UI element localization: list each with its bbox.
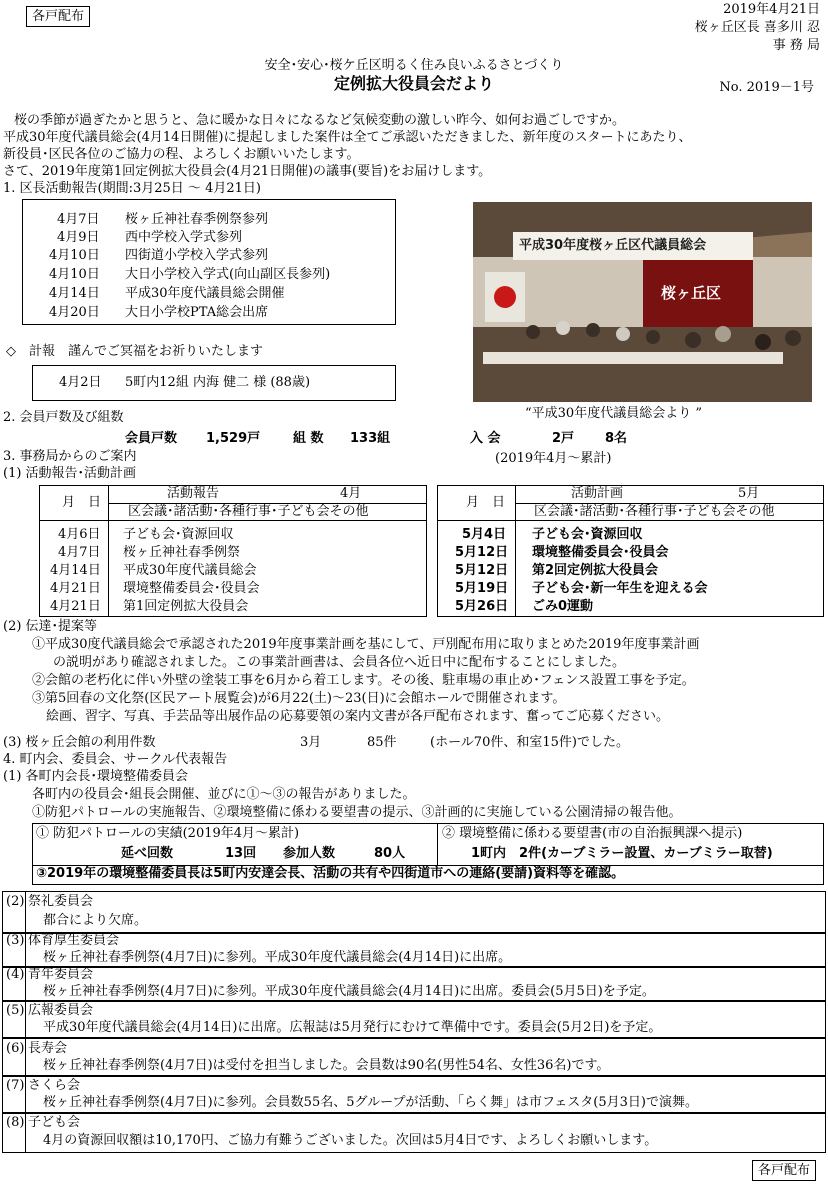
table-cell-date: 5月4日 (462, 527, 507, 542)
committee-box (2, 1000, 826, 1039)
committee-name: 青年委員会 (28, 967, 94, 982)
office: 事 務 局 (772, 38, 820, 53)
table-header-month: 5月 (738, 486, 760, 501)
table-cell-date: 4月6日 (58, 527, 101, 542)
obituary-date: 4月2日 (59, 375, 102, 390)
issue-number: No. 2019－1号 (719, 80, 814, 95)
table-header-title: 活動報告 (167, 486, 220, 501)
section-4-heading: 4. 町内会、委員会、サークル代表報告 (3, 752, 228, 767)
activity-date: 4月20日 (49, 305, 100, 320)
patrol-value-count: 13回 (225, 846, 257, 861)
table-cell-date: 5月19日 (455, 581, 509, 596)
table-cell-text: 平成30年度代議員総会 (123, 563, 257, 578)
hall-usage-month: 3月 (300, 735, 322, 750)
committee-box (2, 1112, 826, 1153)
patrol-label-count: 延べ回数 (121, 846, 174, 861)
section-4-1-heading: (1) 各町内会長･環境整備委員会 (3, 769, 189, 784)
table-header-sub: 区会議･諸活動･各種行事･子ども会その他 (128, 504, 369, 519)
intro-line-3: 新役員･区民各位のご協力の程、よろしくお願いいたします。 (3, 147, 360, 162)
note-3a: ③第5回春の文化祭(区民アート展覧会)が6月22(土)～23(日)に会館ホールで開催されます。 (32, 691, 566, 706)
table-header-date: 月 日 (62, 495, 102, 510)
section-2-heading: 2. 会員戸数及び組数 (3, 410, 124, 425)
photo-caption: “平成30年度代議員総会より ” (525, 406, 702, 421)
obituary-heading: ◇ 計報 謹んでご冥福をお祈りいたします (6, 344, 263, 359)
committee-name: 子ども会 (28, 1115, 81, 1130)
hall-usage-count: 85件 (367, 735, 397, 750)
table-header-title: 活動計画 (571, 486, 624, 501)
table-header-sub: 区会議･諸活動･各種行事･子ども会その他 (534, 504, 775, 519)
table-header-month: 4月 (340, 486, 362, 501)
note-1a: ①平成30度代議員総会で承認された2019年度事業計画を基にして、戸別配布用に取りまとめた2019年度事業計画 (32, 637, 700, 652)
activity-plan-table (437, 485, 824, 617)
section-1-heading: 1. 区長活動報告(期間:3月25日 ～ 4月21日) (3, 181, 261, 196)
members-value: 1,529戸 (206, 431, 261, 446)
committee-text: 平成30年度代議員総会(4月14日)に出席。広報誌は5月発行にむけて準備中です。委員会(5月2日)を予定。 (43, 1020, 662, 1035)
table-cell-text: 第1回定例拡大役員会 (123, 599, 249, 614)
committee-text: 桜ヶ丘神社春季例祭(4月7日)は受付を担当しました。会員数は90名(男性54名、女性36名)です。 (43, 1058, 610, 1073)
table-cell-date: 4月14日 (50, 563, 101, 578)
page-title: 定例拡大役員会だより (333, 74, 494, 93)
committee-name: 体育厚生委員会 (28, 933, 120, 948)
table-cell-date: 4月21日 (50, 581, 101, 596)
author: 桜ヶ丘区長 喜多川 忍 (694, 20, 820, 35)
committee-name: 長寿会 (28, 1041, 68, 1056)
distribution-tag-top: 各戸配布 (26, 6, 90, 27)
table-cell-date: 5月12日 (455, 563, 509, 578)
committee-text: 桜ヶ丘神社春季例祭(4月7日)に参列。平成30年度代議員総会(4月14日)に出席。委員会(5月5日)を予定。 (43, 984, 655, 999)
members-period: (2019年4月～累計) (495, 451, 612, 466)
photo-banner-text: 平成30年度桜ヶ丘区代議員総会 (519, 238, 707, 253)
committee-box (2, 891, 826, 934)
committee-number: (3) (6, 933, 25, 948)
table-cell-text: ごみ0運動 (532, 599, 594, 614)
join-people: 8名 (605, 431, 628, 446)
activity-report-table (39, 485, 427, 617)
obituary-text: 5町内12組 内海 健二 様 (88歳) (125, 375, 311, 390)
committee-text: 桜ヶ丘神社春季例祭(4月7日)に参列。平成30年度代議員総会(4月14日)に出席。 (43, 950, 512, 965)
section-4-1-line-2: ①防犯パトロールの実施報告、②環境整備に係わる要望書の提示、③計画的に実施している公園清掃の報告他。 (32, 805, 682, 820)
members-label: 会員戸数 (125, 431, 178, 446)
table-cell-text: 子ども会･新一年生を迎える会 (532, 581, 708, 596)
groups-label: 組 数 (293, 431, 324, 446)
committee-number: (5) (6, 1003, 25, 1018)
committee-text: 都合により欠席。 (43, 913, 148, 928)
hall-usage-detail: (ホール70件、和室15件)でした。 (430, 735, 629, 750)
table-cell-text: 環境整備委員会･役員会 (123, 581, 260, 596)
activity-text: 大日小学校入学式(向山副区長参列) (125, 267, 331, 282)
photo-flag-text: 桜ヶ丘区 (661, 284, 722, 302)
patrol-value-people: 80人 (374, 846, 406, 861)
request-title: ② 環境整備に係わる要望書(市の自治振興課へ提示) (442, 826, 743, 841)
activity-date: 4月10日 (49, 248, 100, 263)
join-label: 入 会 (470, 431, 501, 446)
activity-text: 西中学校入学式参列 (125, 230, 243, 245)
distribution-tag-bottom: 各戸配布 (752, 1160, 816, 1181)
issue-date: 2019年4月21日 (723, 2, 820, 17)
groups-value: 133組 (350, 431, 391, 446)
slogan: 安全･安心･桜ケ丘区明るく住み良いふるさとづくり (264, 58, 564, 73)
table-cell-date: 5月12日 (455, 545, 509, 560)
table-header-date: 月 日 (466, 495, 506, 510)
section-3-2-heading: (2) 伝達･提案等 (3, 619, 98, 634)
activity-date: 4月14日 (49, 286, 100, 301)
activity-text: 大日小学校PTA総会出席 (125, 305, 269, 320)
intro-line-1: 桜の季節が過ぎたかと思うと、急に暖かな日々になるなど気候変動の激しい昨今、如何お過ごしですか。 (14, 113, 626, 128)
activity-date: 4月9日 (57, 230, 100, 245)
request-text: 1町内 2件(カーブミラー設置、カーブミラー取替) (471, 846, 773, 861)
activity-text: 平成30年度代議員総会開催 (125, 286, 285, 301)
intro-line-2: 平成30年度代議員総会(4月14日開催)に提起しました案件は全てご承認いただきました、新年度のスタートにあたり、 (3, 130, 692, 145)
note-1b: の説明があり確認されました。この事業計画書は、会員各位へ近日中に配布することにしました。 (53, 655, 626, 670)
hall-usage-label: (3) 桜ヶ丘会館の利用件数 (3, 735, 156, 750)
committee-name: 祭礼委員会 (28, 894, 94, 909)
committee-number: (2) (6, 894, 25, 909)
committee-number: (7) (6, 1078, 25, 1093)
table-cell-text: 子ども会･資源回収 (532, 527, 643, 542)
join-households: 2戸 (552, 431, 575, 446)
table-cell-date: 4月7日 (58, 545, 101, 560)
obituary-box (32, 365, 396, 401)
committee-name: 広報委員会 (28, 1003, 94, 1018)
table-cell-text: 環境整備委員会･役員会 (532, 545, 669, 560)
table-cell-text: 桜ヶ丘神社春季例祭 (123, 545, 241, 560)
committee-text: 4月の資源回収額は10,170円、ご協力有難うございました。次回は5月4日です、よろしくお願いします。 (43, 1133, 658, 1148)
activity-text: 四街道小学校入学式参列 (125, 248, 269, 263)
committee-number: (6) (6, 1041, 25, 1056)
section-3-1-heading: (1) 活動報告･活動計画 (3, 466, 137, 481)
note-2: ②会館の老朽化に伴い外壁の塗装工事を6月から着工します。その後、駐車場の車止め･フェンス設置工事を予定。 (32, 673, 695, 688)
activity-list-box (22, 199, 396, 325)
patrol-request-box (32, 823, 824, 885)
committee-box (2, 932, 826, 968)
table-cell-date: 4月21日 (50, 599, 101, 614)
env-note: ③2019年の環境整備委員長は5町内安達会長、活動の共有や四街道市への連絡(要請)資料等を確認。 (36, 866, 625, 881)
activity-text: 桜ヶ丘神社春季例祭参列 (125, 212, 269, 227)
committee-box (2, 966, 826, 1002)
section-3-heading: 3. 事務局からのご案内 (3, 449, 137, 464)
activity-date: 4月7日 (57, 212, 100, 227)
meeting-photo (473, 202, 812, 402)
committee-name: さくら会 (28, 1078, 81, 1093)
patrol-title: ① 防犯パトロールの実績(2019年4月～累計) (36, 826, 300, 841)
note-3b: 絵画、習字、写真、手芸品等出展作品の応募要領の案内文書が各戸配布されます、奮ってご応募ください。 (46, 709, 669, 724)
section-4-1-line-1: 各町内の役員会･組長会開催、並びに①～③の報告がありました。 (32, 787, 416, 802)
activity-date: 4月10日 (49, 267, 100, 282)
table-cell-text: 子ども会･資源回収 (123, 527, 234, 542)
committee-text: 桜ヶ丘神社春季例祭(4月7日)に参列。会員数55名、5グループが活動、「らく舞」は市フェスタ(5月3日)で演舞。 (43, 1095, 698, 1110)
table-cell-date: 5月26日 (455, 599, 509, 614)
committee-number: (8) (6, 1115, 25, 1130)
committee-number: (4) (6, 967, 25, 982)
patrol-label-people: 参加人数 (283, 846, 336, 861)
table-cell-text: 第2回定例拡大役員会 (532, 563, 659, 578)
committee-box (2, 1037, 826, 1077)
committee-box (2, 1075, 826, 1114)
intro-line-4: さて、2019年度第1回定例拡大役員会(4月21日開催)の議事(要旨)をお届けします。 (3, 164, 492, 179)
